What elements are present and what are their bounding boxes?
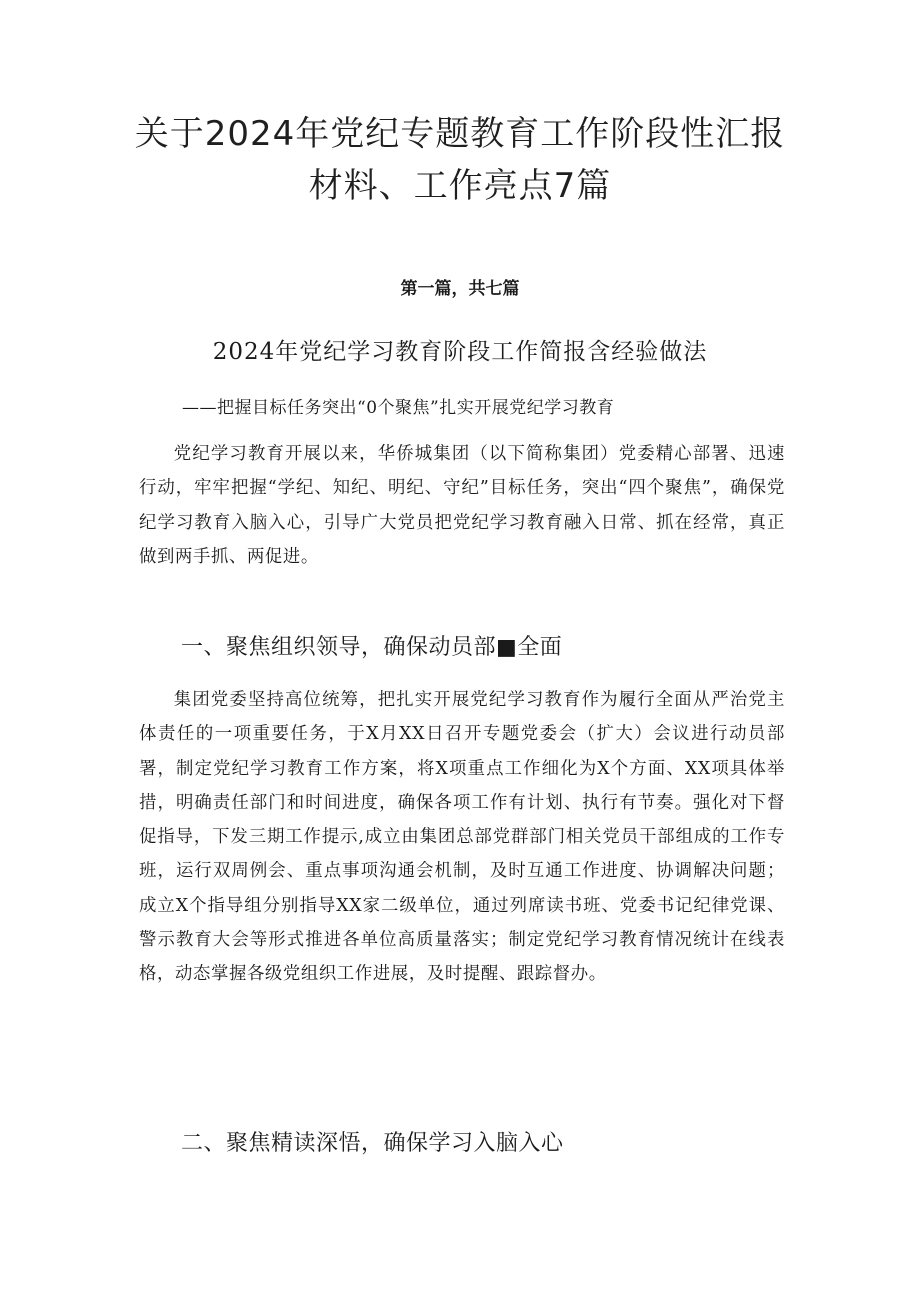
document-title: 关于2024年党纪专题教育工作阶段性汇报材料、工作亮点7篇 xyxy=(134,114,786,206)
section-heading-2: 二、聚焦精读深悟，确保学习入脑入心 xyxy=(181,1131,564,1156)
intro-paragraph: 党纪学习教育开展以来，华侨城集团（以下简称集团）党委精心部署、迅速行动，牢牢把握“学纪、知纪、明纪、守纪”目标任务，突出“四个聚焦”，确保党纪学习教育入脑入心，引导广大党员把党纪学习教育融入日常、抓在经常，真正做到两手抓、两促进。 xyxy=(139,444,785,567)
part-label: 第一篇，共七篇 xyxy=(400,279,520,299)
article-title: 2024年党纪学习教育阶段工作简报含经验做法 xyxy=(212,339,708,365)
section-heading-1: 一、聚焦组织领导，确保动员部■全面 xyxy=(181,635,563,660)
section-1-paragraph: 集团党委坚持高位统筹，把扎实开展党纪学习教育作为履行全面从严治党主体责任的一项重要任务，于X月XX日召开专题党委会（扩大）会议进行动员部署，制定党纪学习教育工作方案，将X项重点工作细化为X个方面、XX项具体举措，明确责任部门和时间进度，确保各项工作有计划、执行有节奏。强化对下督促指导，下发三期工作提示,成立由集团总部党群部门相关党员干部组成的工作专班，运行双周例会、重点事项沟通会机制，及时互通工作进度、协调解决问题；成立X个指导组分别指导XX家二级单位，通过列席读书班、党委书记纪律党课、警示教育大会等形式推进各单位高质量落实；制定党纪学习教育情况统计在线表格，动态掌握各级党组织工作进展，及时提醒、跟踪督办。 xyxy=(139,690,785,985)
article-subtitle: ——把握目标任务突出“0个聚焦”扎实开展党纪学习教育 xyxy=(182,398,615,418)
